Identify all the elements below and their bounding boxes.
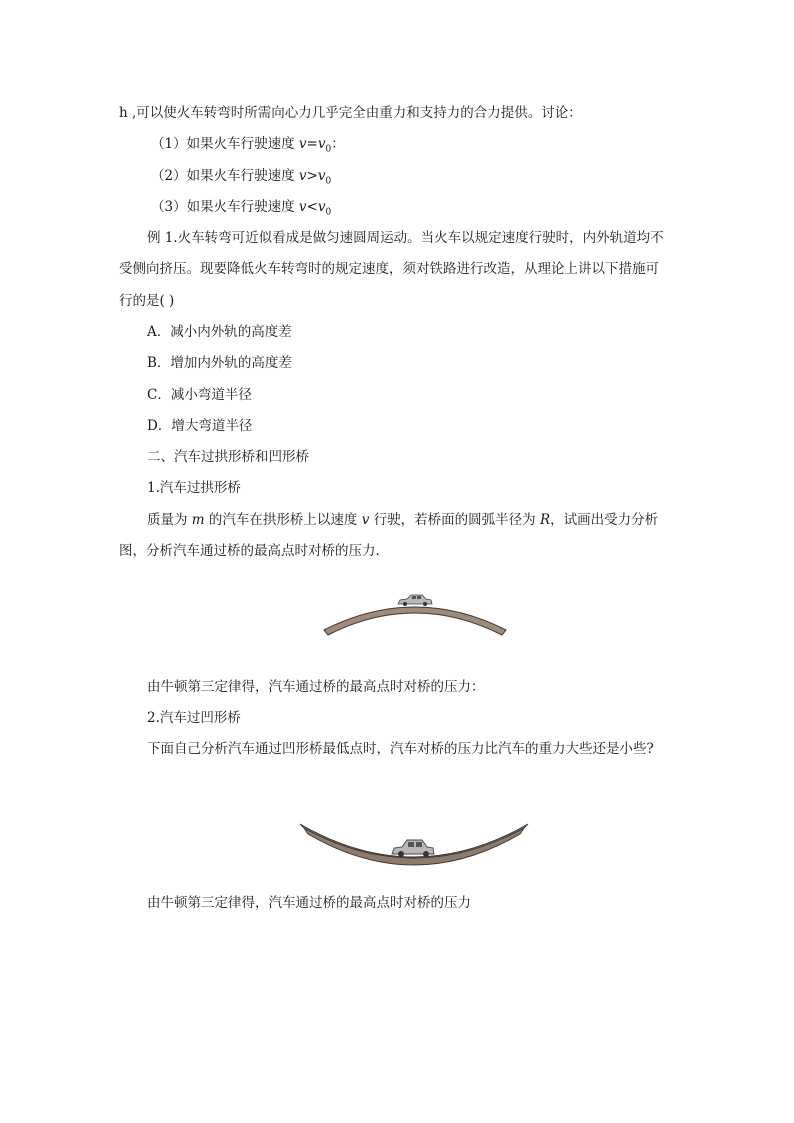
subsection-1-conclusion: 由牛顿第三定律得，汽车通过桥的最高点时对桥的压力： bbox=[147, 679, 485, 695]
case-1-label: （1）如果火车行驶速度 bbox=[151, 136, 299, 152]
example-1-line-1: 例 1.火车转弯可近似看成是做匀速圆周运动。当火车以规定速度行驶时，内外轨道均不 bbox=[147, 230, 664, 246]
case-1-var: v bbox=[298, 136, 307, 152]
subsection-2-conclusion: 由牛顿第三定律得，汽车通过桥的最高点时对桥的压力 bbox=[147, 895, 471, 911]
car-icon bbox=[392, 840, 434, 857]
subsection-2-text: 下面自己分析汽车通过凹形桥最低点时，汽车对桥的压力比汽车的重力大些还是小些? bbox=[147, 741, 654, 757]
case-3-var: v bbox=[298, 199, 307, 215]
example-1-line-3: 行的是( ) bbox=[119, 293, 175, 309]
subsection-2-title: 2.汽车过凹形桥 bbox=[147, 710, 241, 726]
case-2-v0: v bbox=[317, 168, 326, 184]
option-a: A．减小内外轨的高度差 bbox=[147, 324, 292, 340]
text-fragment: 的汽车在拱形桥上以速度 bbox=[204, 512, 362, 528]
case-3-sub: 0 bbox=[325, 207, 332, 218]
case-1-v0: v bbox=[317, 136, 326, 152]
case-1-end: ： bbox=[331, 136, 345, 152]
var-R: R bbox=[539, 512, 551, 528]
case-2 bbox=[151, 166, 331, 192]
text-fragment: 行驶，若桥面的圆弧半径为 bbox=[369, 512, 540, 528]
text-fragment: 质量为 bbox=[147, 512, 192, 528]
section-2-title: 二、汽车过拱形桥和凹形桥 bbox=[147, 449, 309, 465]
case-1 bbox=[151, 134, 345, 160]
arch-bridge-figure bbox=[320, 588, 510, 638]
option-d: D．增大弯道半径 bbox=[147, 418, 253, 434]
var-v: v bbox=[361, 512, 370, 528]
case-3-label: （3）如果火车行驶速度 bbox=[151, 199, 299, 215]
case-1-sub: 0 bbox=[325, 144, 332, 155]
option-b: B．增加内外轨的高度差 bbox=[147, 355, 292, 371]
subsection-1-text-line-2: 图，分析汽车通过桥的最高点时对桥的压力． bbox=[119, 543, 389, 559]
option-c: C．减小弯道半径 bbox=[147, 387, 252, 403]
case-1-rel: = bbox=[306, 136, 318, 152]
subsection-1-title: 1.汽车过拱形桥 bbox=[147, 480, 241, 496]
case-2-sub: 0 bbox=[325, 176, 332, 187]
case-3-rel: < bbox=[306, 199, 318, 215]
intro-line: h ,可以使火车转弯时所需向心力几乎完全由重力和支持力的合力提供。讨论： bbox=[119, 105, 582, 121]
text-fragment: ，试画出受力分析 bbox=[550, 512, 659, 528]
case-3 bbox=[151, 197, 331, 223]
concave-bridge-figure bbox=[296, 820, 532, 880]
car-icon bbox=[398, 595, 432, 606]
example-1-line-2: 受侧向挤压。现要降低火车转弯时的规定速度，须对铁路进行改造，从理论上讲以下措施可 bbox=[119, 261, 659, 277]
case-2-label: （2）如果火车行驶速度 bbox=[151, 168, 299, 184]
subsection-1-text-line-1 bbox=[147, 510, 658, 530]
arch-bridge-deck bbox=[324, 607, 506, 635]
case-3-v0: v bbox=[317, 199, 326, 215]
var-m: m bbox=[191, 512, 205, 528]
case-2-var: v bbox=[298, 168, 307, 184]
case-2-rel: > bbox=[306, 168, 318, 184]
